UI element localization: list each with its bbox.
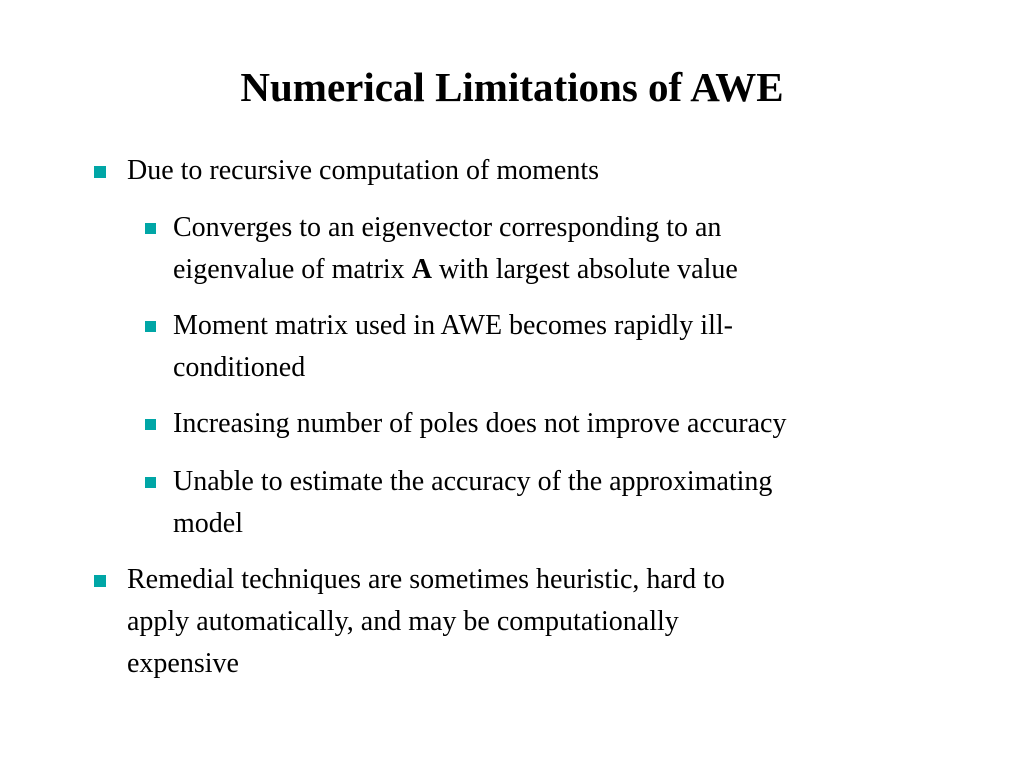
square-bullet-icon	[94, 166, 106, 178]
matrix-symbol: A	[411, 254, 432, 285]
sub-bullet-text	[173, 250, 738, 290]
sub-bullet-text: Converges to an eigenvector corresponding to an	[173, 212, 722, 243]
sub-bullet-text: conditioned	[173, 352, 306, 383]
bullet-text: expensive	[127, 648, 239, 679]
square-bullet-icon	[145, 419, 156, 430]
square-bullet-icon	[145, 321, 156, 332]
sub-bullet-text: Moment matrix used in AWE becomes rapidly ill-	[173, 310, 733, 341]
sub-bullet-text-part: eigenvalue of matrix	[173, 254, 412, 285]
bullet-text: Due to recursive computation of moments	[127, 155, 599, 186]
sub-bullet-text: Unable to estimate the accuracy of the approximating	[173, 466, 773, 497]
sub-bullet-text: Increasing number of poles does not improve accuracy	[173, 408, 787, 439]
bullet-text: Remedial techniques are sometimes heuristic, hard to	[127, 564, 725, 595]
sub-bullet-text-part: with largest absolute value	[431, 254, 738, 285]
slide-title: Numerical Limitations of AWE	[240, 64, 784, 110]
square-bullet-icon	[145, 223, 156, 234]
square-bullet-icon	[145, 477, 156, 488]
bullet-text: apply automatically, and may be computationally	[127, 606, 679, 637]
sub-bullet-text: model	[173, 508, 243, 539]
square-bullet-icon	[94, 575, 106, 587]
